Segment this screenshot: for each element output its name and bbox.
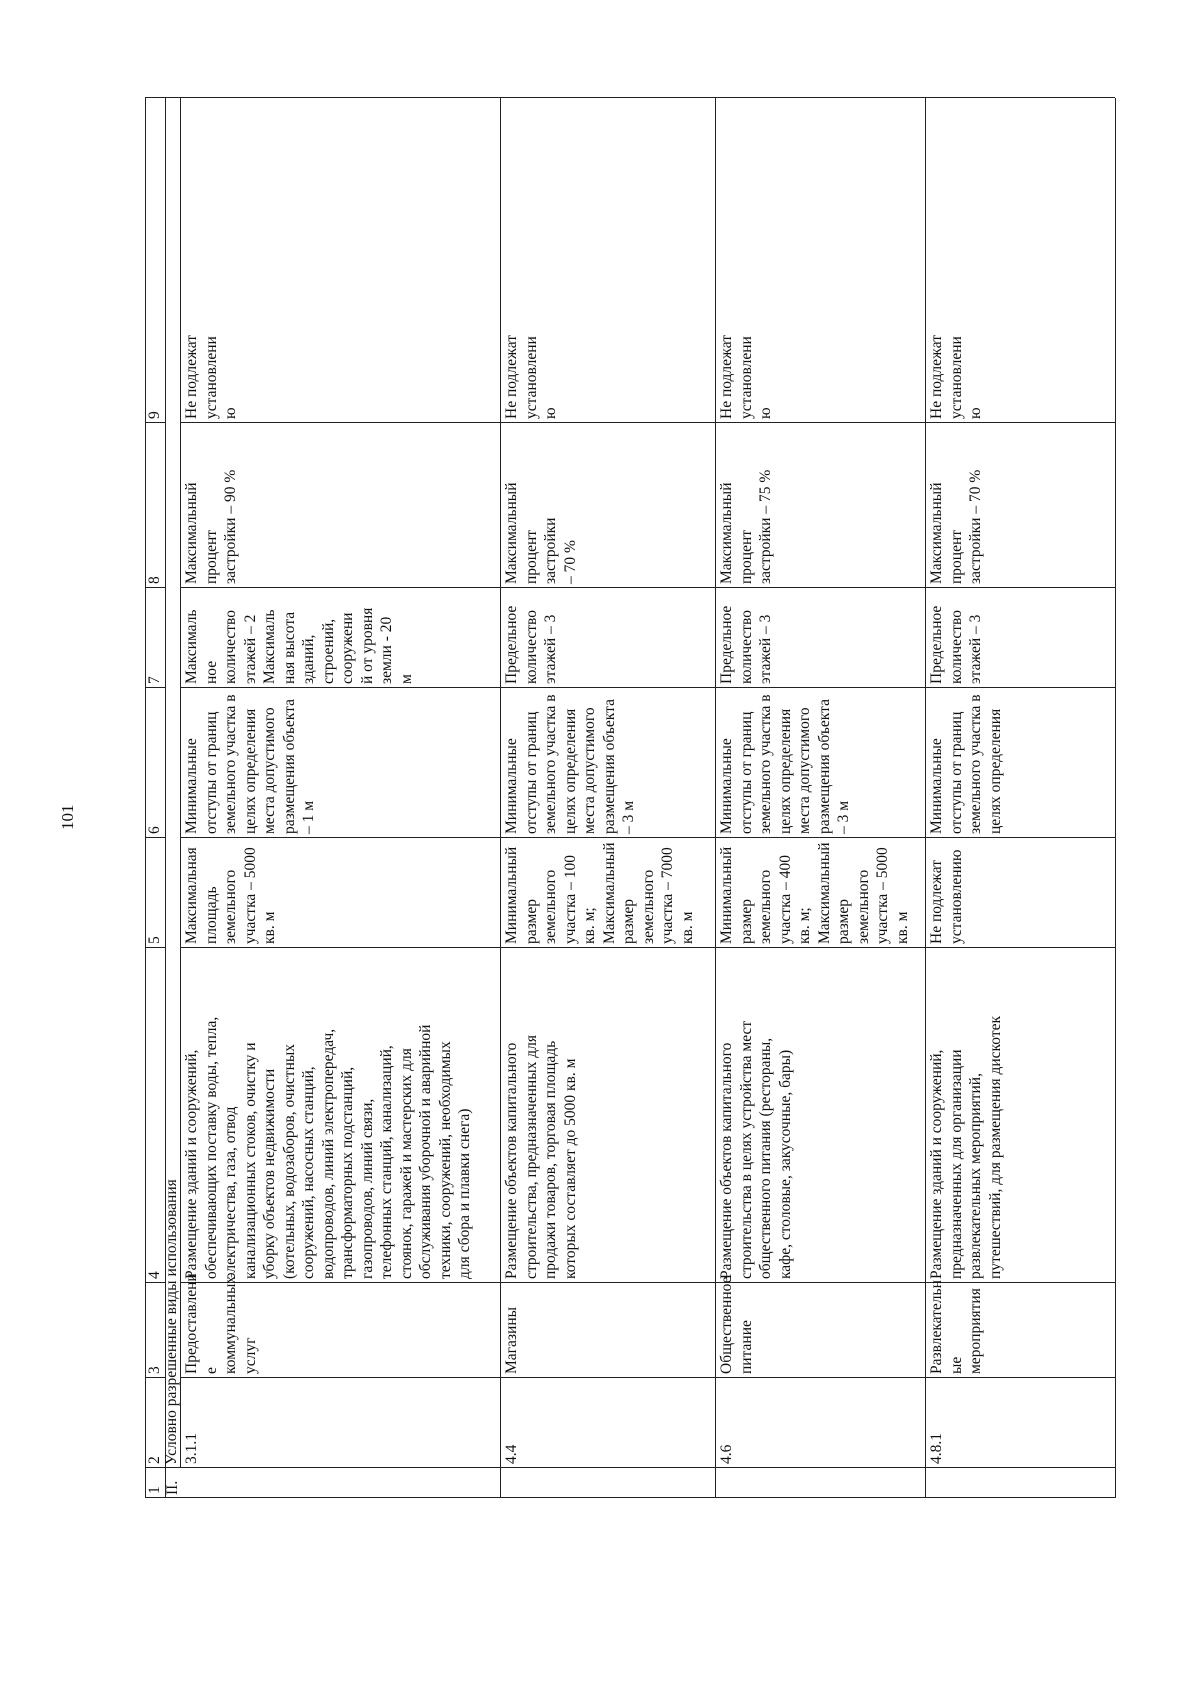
table-cell: Общественное питание xyxy=(718,1276,755,1374)
table-rule xyxy=(180,1282,1115,1283)
column-number: 7 xyxy=(146,676,163,684)
regulations-table xyxy=(145,98,1115,1498)
table-rule xyxy=(145,837,165,838)
table-cell: Не подлежат установлени ю xyxy=(928,334,984,419)
table-cell: Минимальные отступы от границ земельного участка в целях определения места допустимого размещения объекта – 1 м xyxy=(183,694,317,834)
table-rule xyxy=(1115,98,1116,1498)
column-number: 6 xyxy=(146,826,163,834)
table-cell: Максимальная площадь земельного участка – 5000 кв. м xyxy=(183,847,278,944)
table-rule xyxy=(145,1497,1115,1498)
table-cell: Предельное количество этажей – 3 xyxy=(928,605,984,684)
table-cell: Минимальные отступы от границ земельного участка в целях определения места допустимого размещения объекта – 3 м xyxy=(503,694,637,834)
table-cell: Не подлежат установлени ю xyxy=(183,334,239,419)
column-number: 5 xyxy=(146,936,163,944)
table-cell: Развлекательн ые мероприятия xyxy=(928,1280,984,1374)
table-cell: Предельное количество этажей – 3 xyxy=(718,605,774,684)
table-rule xyxy=(145,422,165,423)
column-number: 3 xyxy=(146,1366,163,1374)
table-cell: Минимальный размер земельного участка – 400 кв. м; Максимальный размер земельного участка – 5000 кв. м xyxy=(718,842,911,944)
table-rule xyxy=(180,947,1115,948)
table-cell: Размещение зданий и сооружений, предназначенных для организации развлекательных мероприятий, путешествий, для размещения дискотек xyxy=(928,1015,1004,1279)
table-rule xyxy=(145,1377,165,1378)
table-cell: 4.4 xyxy=(503,1444,520,1464)
table-rule xyxy=(145,98,146,1498)
table-cell: Минимальный размер земельного участка – 100 кв. м; Максимальный размер земельного участка – 7000 кв. м xyxy=(503,842,696,944)
table-cell: Размещение объектов капитального строительства, предназначенных для продажи товаров, торговая площадь которых составляет до 5000 кв. м xyxy=(503,1034,579,1279)
table-rule xyxy=(145,947,165,948)
page-number: 101 xyxy=(58,804,77,830)
column-number: 9 xyxy=(146,411,163,419)
column-number: 2 xyxy=(146,1456,163,1464)
table-rule xyxy=(180,1377,1115,1378)
rotated-table xyxy=(145,98,1115,1498)
table-rule xyxy=(925,98,926,1498)
table-cell: Максимальный процент застройки – 90 % xyxy=(183,469,239,584)
table-rule xyxy=(145,1282,165,1283)
table-cell: Магазины xyxy=(503,1306,520,1374)
table-cell: Максималь ное количество этажей – 2 Максималь ная высота зданий, строений, сооружени й от уровня земли - 20 м xyxy=(183,607,415,684)
table-cell: Не подлежат установлени ю xyxy=(503,334,559,419)
table-rule xyxy=(145,687,165,688)
table-cell: Размещение зданий и сооружений, обеспечивающих поставку воды, тепла, электричества, газа, отвод канализационных стоков, очистку и уборку объектов недвижимости (котельных, водозаборов, очистных сооружений, насосных станций, водопроводов, линий электропередач, трансформаторных подстанций, газопроводов, линий связи, телефонных станций, канализаций, стоянок, гаражей и мастерских для обслуживания уборочной и аварийной техники, сооружений, необходимых для сбора и плавки снега) xyxy=(183,1016,473,1279)
table-cell: Предельное количество этажей – 3 xyxy=(503,605,559,684)
table-cell: Максимальный процент застройки – 70 % xyxy=(503,482,579,584)
table-rule xyxy=(145,1467,1115,1468)
column-number: 1 xyxy=(146,1486,163,1494)
table-cell: Минимальные отступы от границ земельного участка в целях определения места допустимого размещения объекта – 3 м xyxy=(718,694,852,834)
table-cell: 4.6 xyxy=(718,1444,735,1464)
table-rule xyxy=(180,837,1115,838)
table-cell: Не подлежат установлению xyxy=(928,849,965,944)
table-cell: Минимальные отступы от границ земельного участка в целях определения xyxy=(928,694,1004,834)
table-cell: 4.8.1 xyxy=(928,1433,945,1464)
table-cell: Не подлежат установлени ю xyxy=(718,334,774,419)
table-rule xyxy=(500,98,501,1498)
column-number: 8 xyxy=(146,576,163,584)
table-cell: Предоставлени е коммунальных услуг xyxy=(183,1273,259,1374)
table-cell: 3.1.1 xyxy=(183,1433,200,1464)
section-number: II. xyxy=(164,1480,181,1495)
table-rule xyxy=(715,98,716,1498)
table-cell: Максимальный процент застройки – 70 % xyxy=(928,469,984,584)
column-number: 4 xyxy=(146,1271,163,1279)
table-rule xyxy=(180,687,1115,688)
table-rule xyxy=(180,422,1115,423)
table-cell: Размещение объектов капитального строительства в целях устройства мест общественного питания (рестораны, кафе, столовые, закусочные, бары) xyxy=(718,1020,794,1279)
table-cell: Максимальный процент застройки – 75 % xyxy=(718,469,774,584)
table-rule xyxy=(145,97,1115,98)
section-title: Условно разрешенные виды использования xyxy=(163,1179,180,1465)
table-rule xyxy=(180,587,1115,588)
table-rule xyxy=(145,587,165,588)
